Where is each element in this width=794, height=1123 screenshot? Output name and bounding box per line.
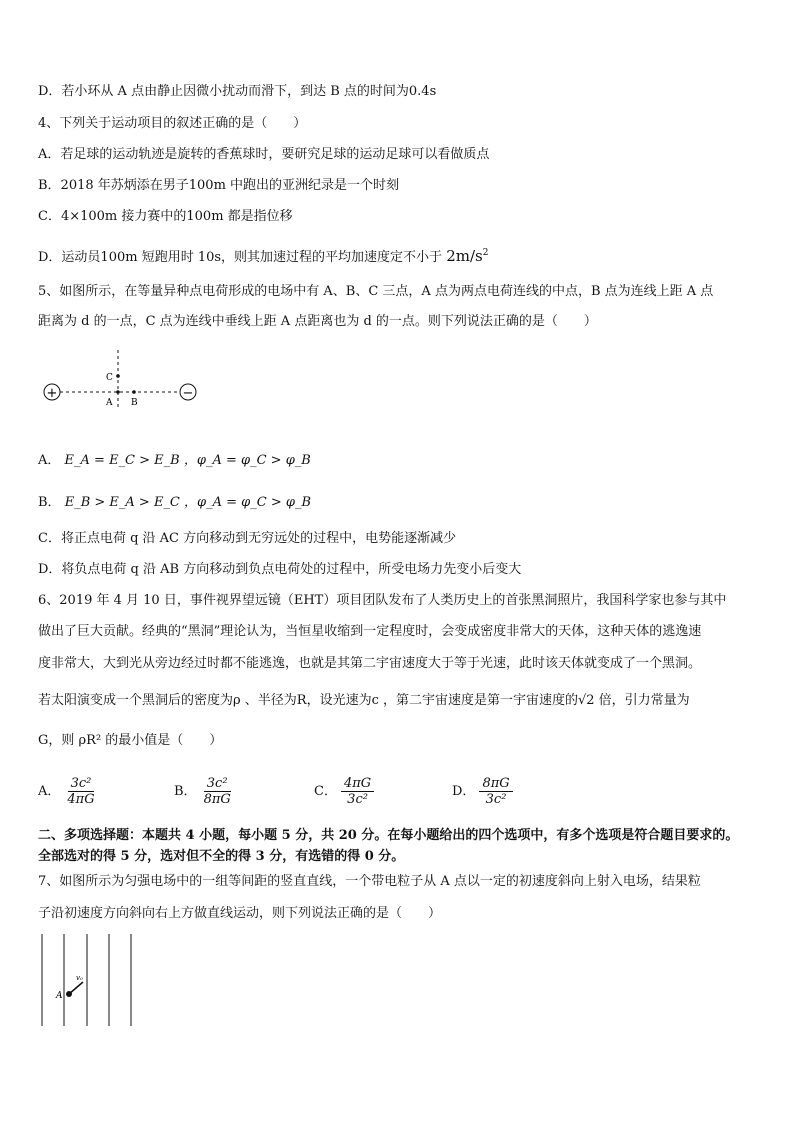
q4-value-sup: 2 xyxy=(482,248,489,258)
q7-stem-line1: 7、如图所示为匀强电场中的一组等间距的竖直直线，一个带电粒子从 A 点以一定的初速度斜向上射入电场，结果粒 xyxy=(38,874,701,889)
q6-option-a xyxy=(38,776,102,807)
section2-heading-line1: 二、多项选择题：本题共 4 小题，每小题 5 分，共 20 分。在每小题给出的四个选项中，有多个选项是符合题目要求的。 xyxy=(38,828,739,843)
fraction-numerator: 8πG xyxy=(479,776,512,792)
label-v0: v₀ xyxy=(76,974,83,982)
fraction-denominator: 3c² xyxy=(485,792,507,807)
q6-stem-line3: 度非常大，大到光从旁边经过时都不能逃逸，也就是其第二宇宙速度大于等于光速，此时该天体就变成了一个黑洞。 xyxy=(38,656,702,671)
fraction-denominator: 3c² xyxy=(347,792,368,807)
particle-a xyxy=(66,991,72,997)
section2-heading-line2: 全部选对的得 5 分，选对但不全的得 3 分，有选错的得 0 分。 xyxy=(38,849,405,864)
q4-value-base: 2m/s xyxy=(446,247,483,265)
q4-option-c: C．4×100m 接力赛中的100m 都是指位移 xyxy=(38,209,293,224)
q6-option-a-fraction xyxy=(64,776,97,807)
q5-option-d: D．将负点电荷 q 沿 AB 方向移动到负点电荷处的过程中，所受电场力先变小后变大 xyxy=(38,562,522,577)
q4-option-a: A．若足球的运动轨迹是旋转的香蕉球时，要研究足球的运动足球可以看做质点 xyxy=(38,147,490,162)
q5-stem-line1: 5、如图所示，在等量异种点电荷形成的电场中有 A、B、C 三点，A 点为两点电荷连线的中点，B 点为连线上距 A 点 xyxy=(38,284,714,299)
fraction-numerator: 3c² xyxy=(68,776,95,792)
q6-stem-line4: 若太阳演变成一个黑洞后的密度为ρ 、半径为R，设光速为c ，第二宇宙速度是第一宇宙速度的√2 倍，引力常量为 xyxy=(38,693,690,708)
q6-option-d-fraction xyxy=(479,776,512,807)
q6-stem-line1: 6、2019 年 4 月 10 日，事件视界望远镜（EHT）项目团队发布了人类历史上的首张黑洞照片，我国科学家也参与其中 xyxy=(38,593,727,608)
fraction-denominator: 4πG xyxy=(67,792,95,807)
q5-stem-line2: 距离为 d 的一点，C 点为连线中垂线上距 A 点距离也为 d 的一点。则下列说法正确的是（ ） xyxy=(38,314,597,329)
q5-option-b-label: B． xyxy=(38,495,61,510)
fraction-denominator: 8πG xyxy=(203,792,231,807)
q6-option-a-label: A． xyxy=(38,784,61,799)
q4-stem: 4、下列关于运动项目的叙述正确的是（ ） xyxy=(38,116,307,131)
point-b xyxy=(132,390,136,394)
q5-option-a-math: E_A = E_C > E_B ，φ_A = φ_C > φ_B xyxy=(64,453,311,468)
q6-option-b-fraction xyxy=(201,776,234,807)
fraction-numerator: 4πG xyxy=(341,776,374,792)
q6-option-c-fraction xyxy=(341,776,374,807)
q7-stem-line2: 子沿初速度方向斜向右上方做直线运动，则下列说法正确的是（ ） xyxy=(38,906,442,921)
q3-option-d: D．若小环从 A 点由静止因微小扰动而滑下，到达 B 点的时间为0.4s xyxy=(38,84,437,99)
minus-sign: − xyxy=(182,386,194,401)
point-c xyxy=(116,374,120,378)
label-c: C xyxy=(106,373,113,383)
q7-figure xyxy=(36,930,146,1030)
fraction-numerator: 3c² xyxy=(204,776,231,792)
q4-option-d-text: D．运动员100m 短跑用时 10s，则其加速过程的平均加速度定不小于 xyxy=(38,250,443,265)
q6-option-b-label: B． xyxy=(174,784,197,799)
q4-option-d-value xyxy=(446,247,488,265)
q5-figure xyxy=(40,345,210,410)
plus-sign: + xyxy=(46,386,58,401)
point-a xyxy=(116,390,120,394)
q6-option-b xyxy=(174,776,238,807)
label-a: A xyxy=(56,991,63,1001)
q4-option-b: B．2018 年苏炳添在男子100m 中跑出的亚洲纪录是一个时刻 xyxy=(38,178,400,193)
q6-option-c xyxy=(314,776,378,807)
label-b: B xyxy=(131,398,138,408)
q5-option-a-label: A． xyxy=(38,453,61,468)
q5-option-c: C．将正点电荷 q 沿 AC 方向移动到无穷远处的过程中，电势能逐渐减少 xyxy=(38,531,457,546)
q5-option-b xyxy=(38,494,311,512)
q5-option-b-math: E_B > E_A > E_C ，φ_A = φ_C > φ_B xyxy=(64,495,312,510)
q6-stem-line2: 做出了巨大贡献。经典的“黑洞”理论认为，当恒星收缩到一定程度时，会变成密度非常大的天体，这种天体的逃逸速 xyxy=(38,624,702,639)
q6-option-c-label: C． xyxy=(314,784,337,799)
q5-option-a xyxy=(38,452,311,470)
q6-option-d-label: D． xyxy=(452,784,476,799)
q4-option-d xyxy=(38,244,488,267)
q6-stem-line5: G，则 ρR² 的最小值是（ ） xyxy=(38,733,223,748)
label-a: A xyxy=(106,398,113,408)
q6-option-d xyxy=(452,776,517,807)
